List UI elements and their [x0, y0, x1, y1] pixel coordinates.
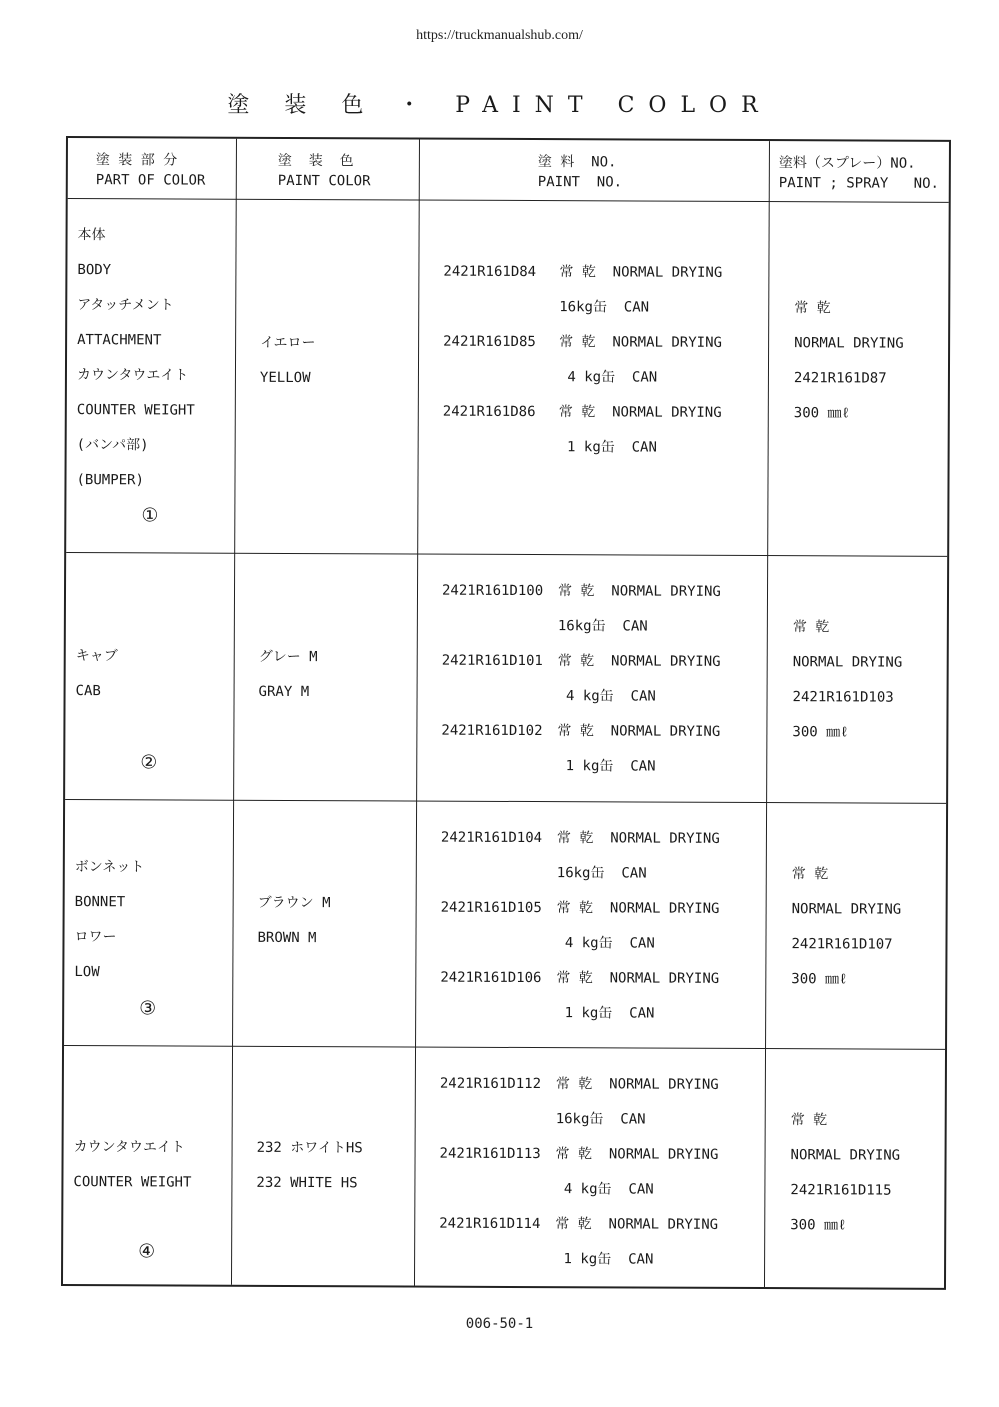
paint-can-size: 16kg缶 CAN [557, 618, 648, 635]
spray-line: 常 乾 [791, 866, 829, 883]
spray-line: 300 ㎜ℓ [793, 405, 850, 422]
part-of-color-line: BONNET [74, 894, 126, 911]
paint-drying-type: 常 乾 NORMAL DRYING [556, 900, 720, 917]
paint-can-size: 4 kg缶 CAN [557, 688, 656, 705]
paint-number: 2421R161D114 [439, 1215, 541, 1233]
spray-line: 300 ㎜ℓ [792, 724, 849, 741]
paint-number: 2421R161D113 [439, 1145, 541, 1163]
page-url: https://truckmanualshub.com/ [416, 28, 583, 43]
paint-drying-type: 常 乾 NORMAL DRYING [559, 264, 723, 281]
part-of-color-line: アタッチメント [77, 297, 174, 314]
paint-color-table [61, 136, 951, 1290]
header-part-jp: 塗 装 部 分 [95, 152, 178, 169]
paint-number: 2421R161D105 [440, 899, 542, 917]
paint-drying-type: 常 乾 NORMAL DRYING [555, 1216, 719, 1233]
row-divider [66, 552, 947, 557]
paint-drying-type: 常 乾 NORMAL DRYING [557, 583, 721, 600]
part-of-color-line: COUNTER WEIGHT [76, 402, 195, 419]
paint-drying-type: 常 乾 NORMAL DRYING [555, 1076, 719, 1093]
row-number-badge: ② [140, 751, 158, 774]
paint-can-size: 4 kg缶 CAN [556, 935, 655, 952]
header-paint-en: PAINT NO. [537, 174, 623, 191]
spray-line: 常 乾 [794, 300, 831, 317]
paint-color-line: イエロー [260, 334, 316, 352]
paint-color-line: BROWN M [257, 929, 317, 947]
spray-line: NORMAL DRYING [794, 335, 904, 352]
part-of-color-line: キャブ [75, 648, 118, 665]
paint-drying-type: 常 乾 NORMAL DRYING [557, 653, 721, 670]
part-of-color-line: CAB [75, 683, 101, 700]
spray-line: 常 乾 [790, 1112, 828, 1129]
spray-line: NORMAL DRYING [790, 1147, 901, 1164]
paint-can-size: 1 kg缶 CAN [557, 758, 656, 775]
row-number-badge: ① [141, 504, 159, 527]
row-number-badge: ③ [139, 997, 157, 1020]
header-color-en: PAINT COLOR [277, 172, 371, 190]
paint-can-size: 4 kg缶 CAN [558, 369, 658, 386]
paint-color-line: ブラウン M [257, 894, 331, 912]
row-divider [64, 1045, 945, 1050]
paint-color-line: YELLOW [259, 369, 311, 387]
paint-drying-type: 常 乾 NORMAL DRYING [559, 334, 722, 351]
paint-number: 2421R161D100 [441, 582, 544, 600]
header-divider [68, 198, 949, 203]
paint-can-size: 16kg缶 CAN [559, 299, 650, 316]
paint-color-line: GRAY M [258, 683, 310, 701]
header-spray-en: PAINT ; SPRAY NO. [778, 175, 939, 192]
paint-color-line: 232 WHITE HS [256, 1174, 358, 1192]
paint-drying-type: 常 乾 NORMAL DRYING [555, 1146, 719, 1163]
paint-number: 2421R161D101 [441, 652, 543, 670]
page-number: 006-50-1 [465, 1316, 534, 1332]
spray-line: 300 ㎜ℓ [791, 971, 848, 988]
paint-can-size: 1 kg缶 CAN [558, 439, 657, 456]
paint-color-line: 232 ホワイトHS [256, 1139, 363, 1157]
part-of-color-line: ロワー [74, 929, 117, 946]
paint-number: 2421R161D112 [439, 1075, 542, 1093]
paint-drying-type: 常 乾 NORMAL DRYING [556, 830, 720, 847]
header-part-en: PART OF COLOR [95, 172, 206, 189]
column-divider [414, 140, 420, 1286]
part-of-color-line: LOW [74, 964, 100, 981]
spray-line: 常 乾 [792, 619, 830, 636]
part-of-color-line: カウンタウエイト [76, 367, 189, 384]
paint-can-size: 4 kg缶 CAN [555, 1181, 654, 1198]
spray-line: 2421R161D115 [790, 1182, 892, 1199]
spray-line: 2421R161D107 [791, 936, 893, 953]
spray-line: 2421R161D87 [793, 370, 887, 387]
part-of-color-line: 本体 [77, 227, 106, 244]
part-of-color-line: (BUMPER) [76, 472, 144, 489]
spray-line: 2421R161D103 [792, 689, 894, 706]
spray-line: 300 ㎜ℓ [790, 1217, 847, 1234]
paint-number: 2421R161D85 [443, 333, 536, 351]
part-of-color-line: ボンネット [74, 859, 145, 876]
paint-can-size: 16kg缶 CAN [556, 865, 647, 882]
part-of-color-line: BODY [77, 262, 112, 279]
paint-number: 2421R161D106 [440, 969, 542, 987]
header-paint-jp: 塗 料 NO. [537, 154, 617, 171]
paint-drying-type: 常 乾 NORMAL DRYING [558, 404, 722, 421]
part-of-color-line: COUNTER WEIGHT [73, 1174, 192, 1191]
paint-drying-type: 常 乾 NORMAL DRYING [556, 970, 720, 987]
paint-number: 2421R161D84 [443, 263, 537, 281]
column-divider [764, 141, 770, 1287]
part-of-color-line: カウンタウエイト [73, 1139, 186, 1156]
row-number-badge: ④ [138, 1240, 156, 1263]
paint-can-size: 1 kg缶 CAN [555, 1251, 654, 1268]
paint-can-size: 1 kg缶 CAN [556, 1005, 655, 1022]
spray-line: NORMAL DRYING [792, 654, 903, 671]
column-divider [231, 139, 237, 1285]
spray-line: NORMAL DRYING [791, 901, 902, 918]
paint-drying-type: 常 乾 NORMAL DRYING [557, 723, 721, 740]
paint-number: 2421R161D86 [442, 403, 536, 421]
paint-number: 2421R161D104 [440, 829, 543, 847]
paint-can-size: 16kg缶 CAN [555, 1111, 646, 1128]
row-divider [65, 799, 946, 804]
part-of-color-line: ATTACHMENT [77, 332, 162, 349]
part-of-color-line: (バンパ部) [76, 437, 149, 454]
header-color-jp: 塗 装 色 [277, 152, 354, 170]
paint-color-line: グレー M [258, 648, 318, 666]
page-title: 塗 装 色 ・ PAINT COLOR [227, 93, 772, 118]
paint-number: 2421R161D102 [441, 722, 543, 740]
header-spray-jp: 塗料（スプレー）NO. [778, 155, 916, 172]
